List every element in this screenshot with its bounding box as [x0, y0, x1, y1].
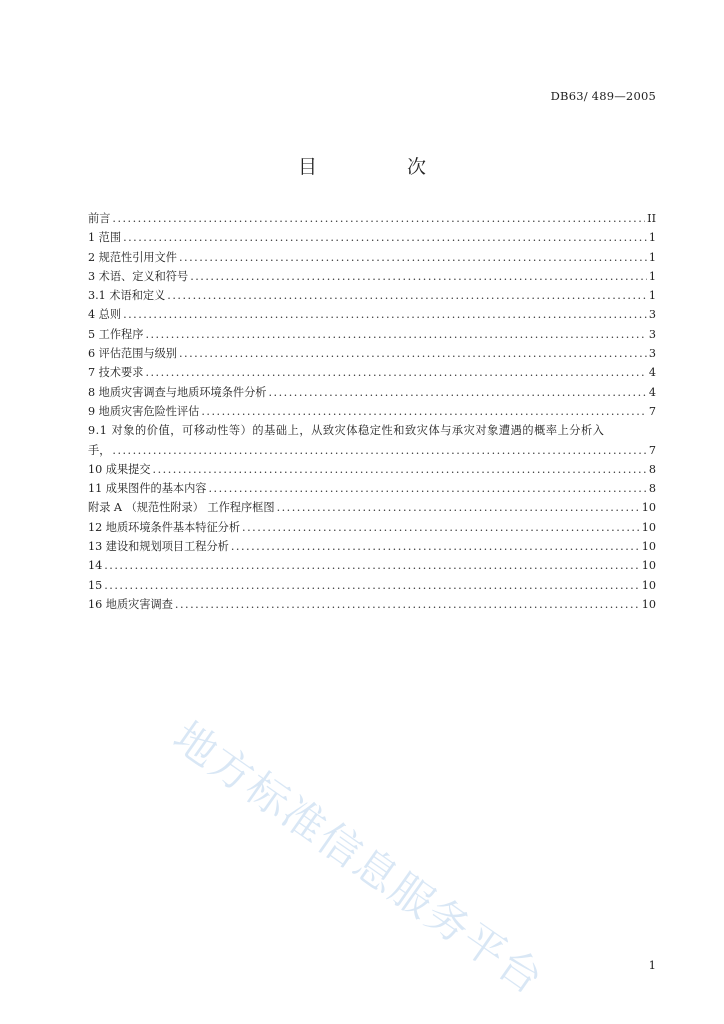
toc-entry-label: 1 范围 [88, 231, 122, 245]
toc-entry-label: 3.1 术语和定义 [88, 289, 166, 303]
toc-entry-page: 7 [648, 404, 656, 418]
page-number: 1 [648, 958, 656, 972]
toc-entry-page: 8 [648, 462, 656, 476]
toc-entry-label: 10 成果提交 [88, 462, 151, 476]
watermark-text: 地方标准信息服务平台 [164, 711, 554, 1005]
toc-entry-label: 13 建设和规划项目工程分析 [88, 540, 229, 554]
toc-entry[interactable] [88, 576, 656, 595]
toc-entry[interactable] [88, 305, 656, 324]
toc-leader-dots [112, 441, 646, 460]
toc-entry[interactable] [88, 228, 656, 247]
toc-entry-label: 前言 [88, 212, 111, 225]
toc-entry-page: 3 [648, 347, 656, 361]
toc-entry[interactable] [88, 518, 656, 537]
page-title: 目 次 [297, 156, 469, 178]
toc-entry[interactable] [88, 460, 656, 479]
toc-entry-label: 14 [88, 559, 103, 573]
toc-leader-dots [167, 286, 647, 305]
toc-entry[interactable] [88, 248, 656, 267]
toc-leader-dots [242, 518, 640, 537]
toc-wrapped-entry-line1: 9.1 对象的价值，可移动性等）的基础上，从致灾体稳定性和致灾体与承灾对象遭遇的概率上分析入 [88, 424, 605, 438]
toc-leader-dots [104, 576, 640, 595]
toc-leader-dots [145, 325, 646, 344]
toc-entry-page: 10 [641, 578, 656, 592]
toc-entry[interactable] [88, 286, 656, 305]
toc-entry-page: 1 [648, 231, 656, 245]
toc-entry-label: 9 地质灾害危险性评估 [88, 404, 200, 418]
toc-entry-page: 1 [648, 250, 656, 264]
toc-entry[interactable] [88, 537, 656, 556]
toc-leader-dots [179, 344, 647, 363]
toc-entry[interactable] [88, 383, 656, 402]
toc-entry-label: 手， [88, 443, 111, 457]
toc-entry-page: 4 [648, 366, 656, 380]
toc-leader-dots [153, 460, 647, 479]
toc-entry[interactable] [88, 595, 656, 614]
toc-entry-label: 15 [88, 578, 103, 592]
toc-leader-dots [179, 248, 647, 267]
toc-entry-label: 12 地质环境条件基本特征分析 [88, 520, 241, 534]
toc-entry[interactable] [88, 344, 656, 363]
toc-entry[interactable] [88, 363, 656, 382]
toc-entry[interactable] [88, 556, 656, 575]
toc-entry-page: 8 [648, 482, 656, 496]
toc-leader-dots [190, 267, 647, 286]
toc-entry-label: 8 地质灾害调查与地质环境条件分析 [88, 385, 267, 399]
toc-leader-dots [112, 209, 645, 228]
toc-wrapped-entry[interactable] [88, 421, 656, 460]
toc-entry-page: 7 [648, 443, 656, 457]
toc-entry-page: 3 [648, 308, 656, 322]
toc-entry-page: 10 [641, 559, 656, 573]
toc-wrapped-entry-line2-row [88, 441, 656, 460]
toc-entry[interactable] [88, 209, 656, 228]
toc-entry-page: 10 [641, 520, 656, 534]
toc-entry-label: 2 规范性引用文件 [88, 250, 177, 264]
toc-entry[interactable] [88, 325, 656, 344]
toc-entry-label: 7 技术要求 [88, 366, 144, 380]
toc-entry-page: 4 [648, 385, 656, 399]
toc-entry-page: 3 [648, 327, 656, 341]
toc-entry-label: 附录 A （规范性附录） 工作程序框图 [88, 501, 275, 515]
toc-entry-label: 4 总则 [88, 308, 122, 322]
toc-entry-page: 1 [648, 269, 656, 283]
table-of-contents [88, 209, 656, 614]
toc-leader-dots [277, 498, 640, 517]
toc-leader-dots [145, 363, 646, 382]
toc-entry-label: 16 地质灾害调查 [88, 597, 173, 611]
toc-leader-dots [269, 383, 647, 402]
toc-entry-page: 1 [648, 289, 656, 303]
toc-entry-label: 5 工作程序 [88, 327, 144, 341]
toc-entry-page: II [647, 212, 656, 225]
toc-entry-label: 11 成果图件的基本内容 [88, 482, 207, 496]
document-code: DB63/ 489—2005 [550, 89, 656, 103]
toc-leader-dots [123, 228, 647, 247]
toc-entry-page: 10 [641, 540, 656, 554]
toc-leader-dots [123, 305, 647, 324]
toc-leader-dots [231, 537, 640, 556]
toc-leader-dots [104, 556, 640, 575]
toc-entry-page: 10 [641, 501, 656, 515]
toc-entry[interactable] [88, 479, 656, 498]
toc-entry-label: 6 评估范围与级别 [88, 347, 177, 361]
toc-leader-dots [175, 595, 640, 614]
toc-entry[interactable] [88, 402, 656, 421]
toc-entry-label: 3 术语、定义和符号 [88, 269, 189, 283]
toc-leader-dots [208, 479, 646, 498]
toc-leader-dots [201, 402, 647, 421]
toc-entry-page: 10 [641, 597, 656, 611]
toc-entry[interactable] [88, 267, 656, 286]
toc-entry[interactable] [88, 498, 656, 517]
